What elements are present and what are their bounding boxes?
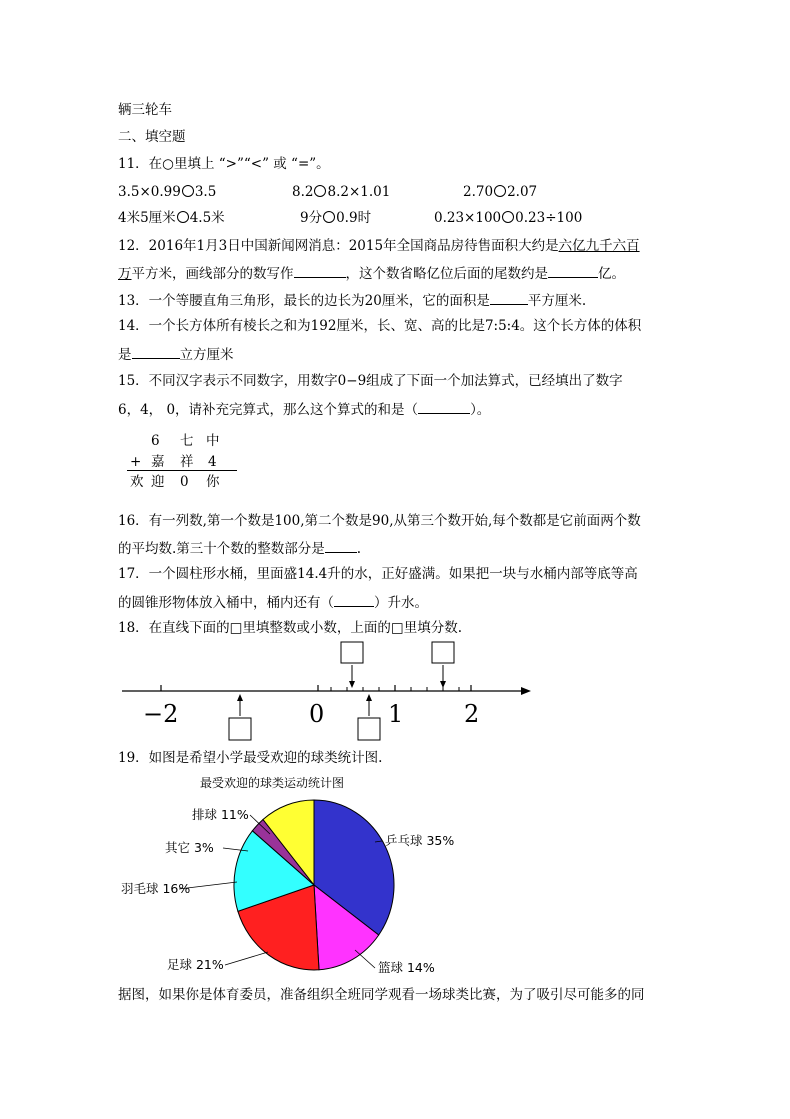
answer-blank[interactable] xyxy=(490,290,528,305)
plus-sign: + xyxy=(130,454,142,470)
q16-line2: 的平均数.第三十个数的整数部分是 . xyxy=(118,538,361,558)
q11-item: 4米5厘米 4.5米 xyxy=(118,210,225,226)
q18-stem: 18．在直线下面的□里填整数或小数，上面的□里填分数. xyxy=(118,620,462,636)
slice-label: 足球 21% xyxy=(167,957,224,972)
tick-label: 0 xyxy=(309,700,325,728)
q11-item: 3.5×0.99 3.5 xyxy=(118,184,217,200)
puzzle-digit: 0 xyxy=(180,474,189,490)
slice-label: 排球 11% xyxy=(192,807,249,822)
answer-blank[interactable] xyxy=(294,263,346,278)
tick-group xyxy=(161,685,471,691)
section-title: 二、填空题 xyxy=(118,129,186,145)
down-arrow-icon xyxy=(349,681,355,688)
answer-box-bottom[interactable] xyxy=(358,718,380,740)
puzzle-char: 中 xyxy=(206,433,220,449)
compare-circle[interactable] xyxy=(314,185,326,197)
answer-box-top[interactable] xyxy=(341,642,363,663)
q11-item: 9分 0.9时 xyxy=(300,210,372,226)
number-line xyxy=(0,638,790,758)
compare-circle[interactable] xyxy=(494,185,506,197)
q15-line1: 15．不同汉字表示不同数字，用数字0−9组成了下面一个加法算式，已经填出了数字 xyxy=(118,373,623,389)
up-arrow-icon xyxy=(237,694,243,701)
answer-blank[interactable] xyxy=(334,592,374,607)
puzzle-char: 欢 xyxy=(130,474,144,490)
puzzle-char: 你 xyxy=(206,474,220,490)
q11-item: 2.70 2.07 xyxy=(463,184,538,200)
q12-line2: 万平方米，画线部分的数写作 ，这个数省略亿位后面的尾数约是 亿。 xyxy=(118,263,625,283)
q14-line1: 14．一个长方体所有棱长之和为192厘米，长、宽、高的比是7:5:4。这个长方体的体积 xyxy=(118,318,642,334)
pie-slices xyxy=(234,800,394,970)
underlined-number: 六亿九千六百 xyxy=(558,238,640,254)
q13-line: 13．一个等腰直角三角形，最长的边长为20厘米，它的面积是 平方厘米. xyxy=(118,290,586,310)
answer-box-top[interactable] xyxy=(432,642,454,663)
q11-item: 8.2 8.2×1.01 xyxy=(292,184,391,200)
up-arrow-icon xyxy=(366,694,372,701)
chart-title: 最受欢迎的球类运动统计图 xyxy=(200,776,345,790)
puzzle-digit: 6 xyxy=(151,433,160,449)
tick-label: −2 xyxy=(143,700,179,728)
pie-chart xyxy=(0,770,790,980)
answer-blank[interactable] xyxy=(418,399,470,414)
answer-blank[interactable] xyxy=(325,538,357,553)
q12-line1: 12．2016年1月3日中国新闻网消息：2015年全国商品房待售面积大约是六亿九千六百 xyxy=(118,238,640,254)
compare-circle[interactable] xyxy=(182,185,194,197)
q19-closing: 据图，如果你是体育委员，准备组织全班同学观看一场球类比赛，为了吸引尽可能多的同 xyxy=(118,987,645,1003)
arrowhead-icon xyxy=(521,687,531,695)
q19-stem: 19．如图是希望小学最受欢迎的球类统计图. xyxy=(118,750,383,766)
puzzle-char: 七 xyxy=(180,433,194,449)
q17-line1: 17．一个圆柱形水桶，里面盛14.4升的水，正好盛满。如果把一块与水桶内部等底等高 xyxy=(118,566,638,582)
down-arrow-icon xyxy=(440,681,446,688)
underlined-number: 万 xyxy=(118,266,132,282)
puzzle-digit: 4 xyxy=(208,454,217,470)
q14-line2: 是 立方厘米 xyxy=(118,344,234,364)
tick-label: 2 xyxy=(464,700,480,728)
slice-label: 篮球 14% xyxy=(378,960,435,975)
q11-item: 0.23×100 0.23÷100 xyxy=(434,210,583,226)
slice-label: 羽毛球 16% xyxy=(121,881,191,896)
answer-box-bottom[interactable] xyxy=(229,718,251,740)
header-fragment: 辆三轮车 xyxy=(118,102,172,118)
q15-line2: 6，4， 0，请补充完算式，那么这个算式的和是（ ）。 xyxy=(118,399,490,419)
sum-rule xyxy=(127,470,237,471)
slice-label: 乒乓球 35% xyxy=(385,833,455,848)
answer-blank[interactable] xyxy=(132,344,180,359)
puzzle-char: 祥 xyxy=(180,454,194,470)
leader-line xyxy=(225,952,268,965)
compare-circle[interactable] xyxy=(502,211,514,223)
q16-line1: 16．有一列数,第一个数是100,第二个数是90,从第三个数开始,每个数都是它前面两个数 xyxy=(118,513,641,529)
q17-line2: 的圆锥形物体放入桶中，桶内还有（ ）升水。 xyxy=(118,592,428,612)
tick-label: 1 xyxy=(388,700,404,728)
compare-circle[interactable] xyxy=(177,211,189,223)
answer-blank[interactable] xyxy=(548,263,598,278)
q11-stem: 11．在○里填上 “>”“<” 或 “=”。 xyxy=(118,156,330,172)
slice-label: 其它 3% xyxy=(165,840,214,855)
puzzle-char: 迎 xyxy=(151,474,165,490)
compare-circle[interactable] xyxy=(323,211,335,223)
puzzle-char: 嘉 xyxy=(151,454,165,470)
leader-line xyxy=(355,950,375,968)
